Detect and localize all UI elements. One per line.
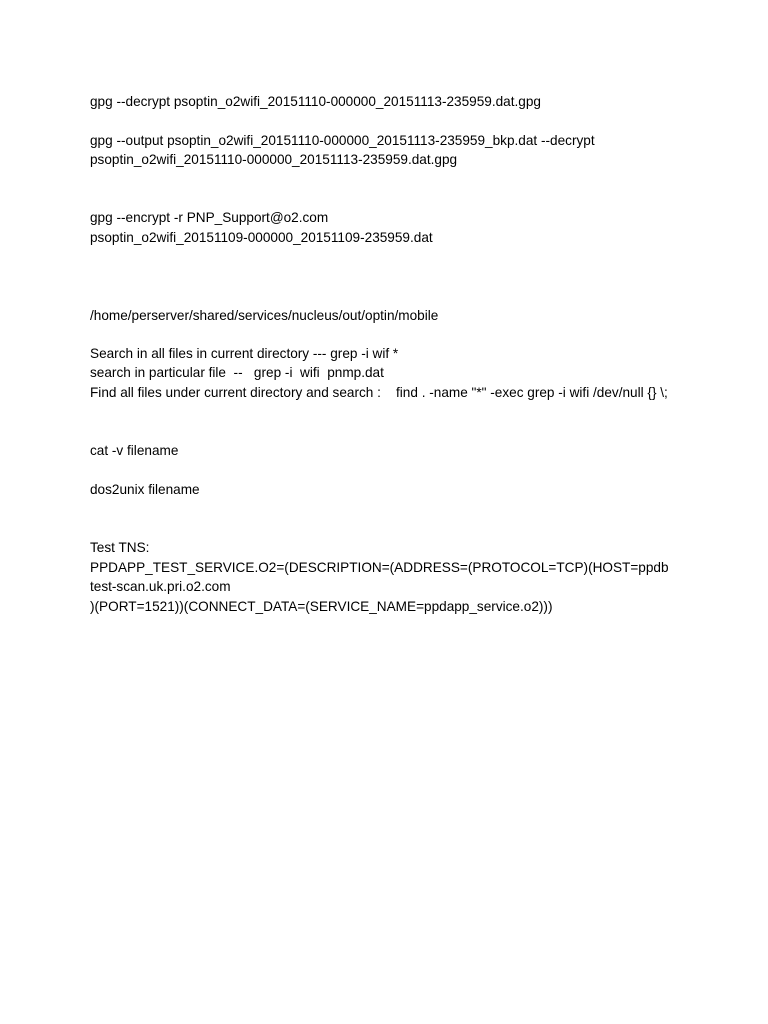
gpg-decrypt-command: gpg --decrypt psoptin_o2wifi_20151110-000000_20151113-235959.dat.gpg [90, 94, 541, 109]
dos2unix-command: dos2unix filename [90, 482, 200, 497]
gpg-output-command-line-2: psoptin_o2wifi_20151110-000000_20151113-235959.dat.gpg [90, 152, 458, 167]
tns-entry-line-3: )(PORT=1521))(CONNECT_DATA=(SERVICE_NAME=ppdapp_service.o2))) [90, 599, 553, 614]
grep-particular-file-note: search in particular file -- grep -i wifi pnmp.dat [90, 365, 384, 380]
directory-path: /home/perserver/shared/services/nucleus/out/optin/mobile [90, 308, 439, 323]
test-tns-heading: Test TNS: [90, 540, 150, 555]
gpg-output-command-line-1: gpg --output psoptin_o2wifi_20151110-000000_20151113-235959_bkp.dat --decrypt [90, 133, 595, 148]
cat-command: cat -v filename [90, 443, 179, 458]
gpg-encrypt-command-line-1: gpg --encrypt -r PNP_Support@o2.com [90, 210, 329, 225]
tns-entry-line-1: PPDAPP_TEST_SERVICE.O2=(DESCRIPTION=(ADDRESS=(PROTOCOL=TCP)(HOST=ppdb [90, 560, 669, 575]
gpg-encrypt-command-line-2: psoptin_o2wifi_20151109-000000_20151109-235959.dat [90, 230, 433, 245]
grep-all-files-note: Search in all files in current directory --- grep -i wif * [90, 346, 399, 361]
tns-entry-line-2: test-scan.uk.pri.o2.com [90, 579, 231, 594]
find-all-files-note: Find all files under current directory and search : find . -name "*" -exec grep -i wifi /dev/null {} \; [90, 385, 668, 400]
